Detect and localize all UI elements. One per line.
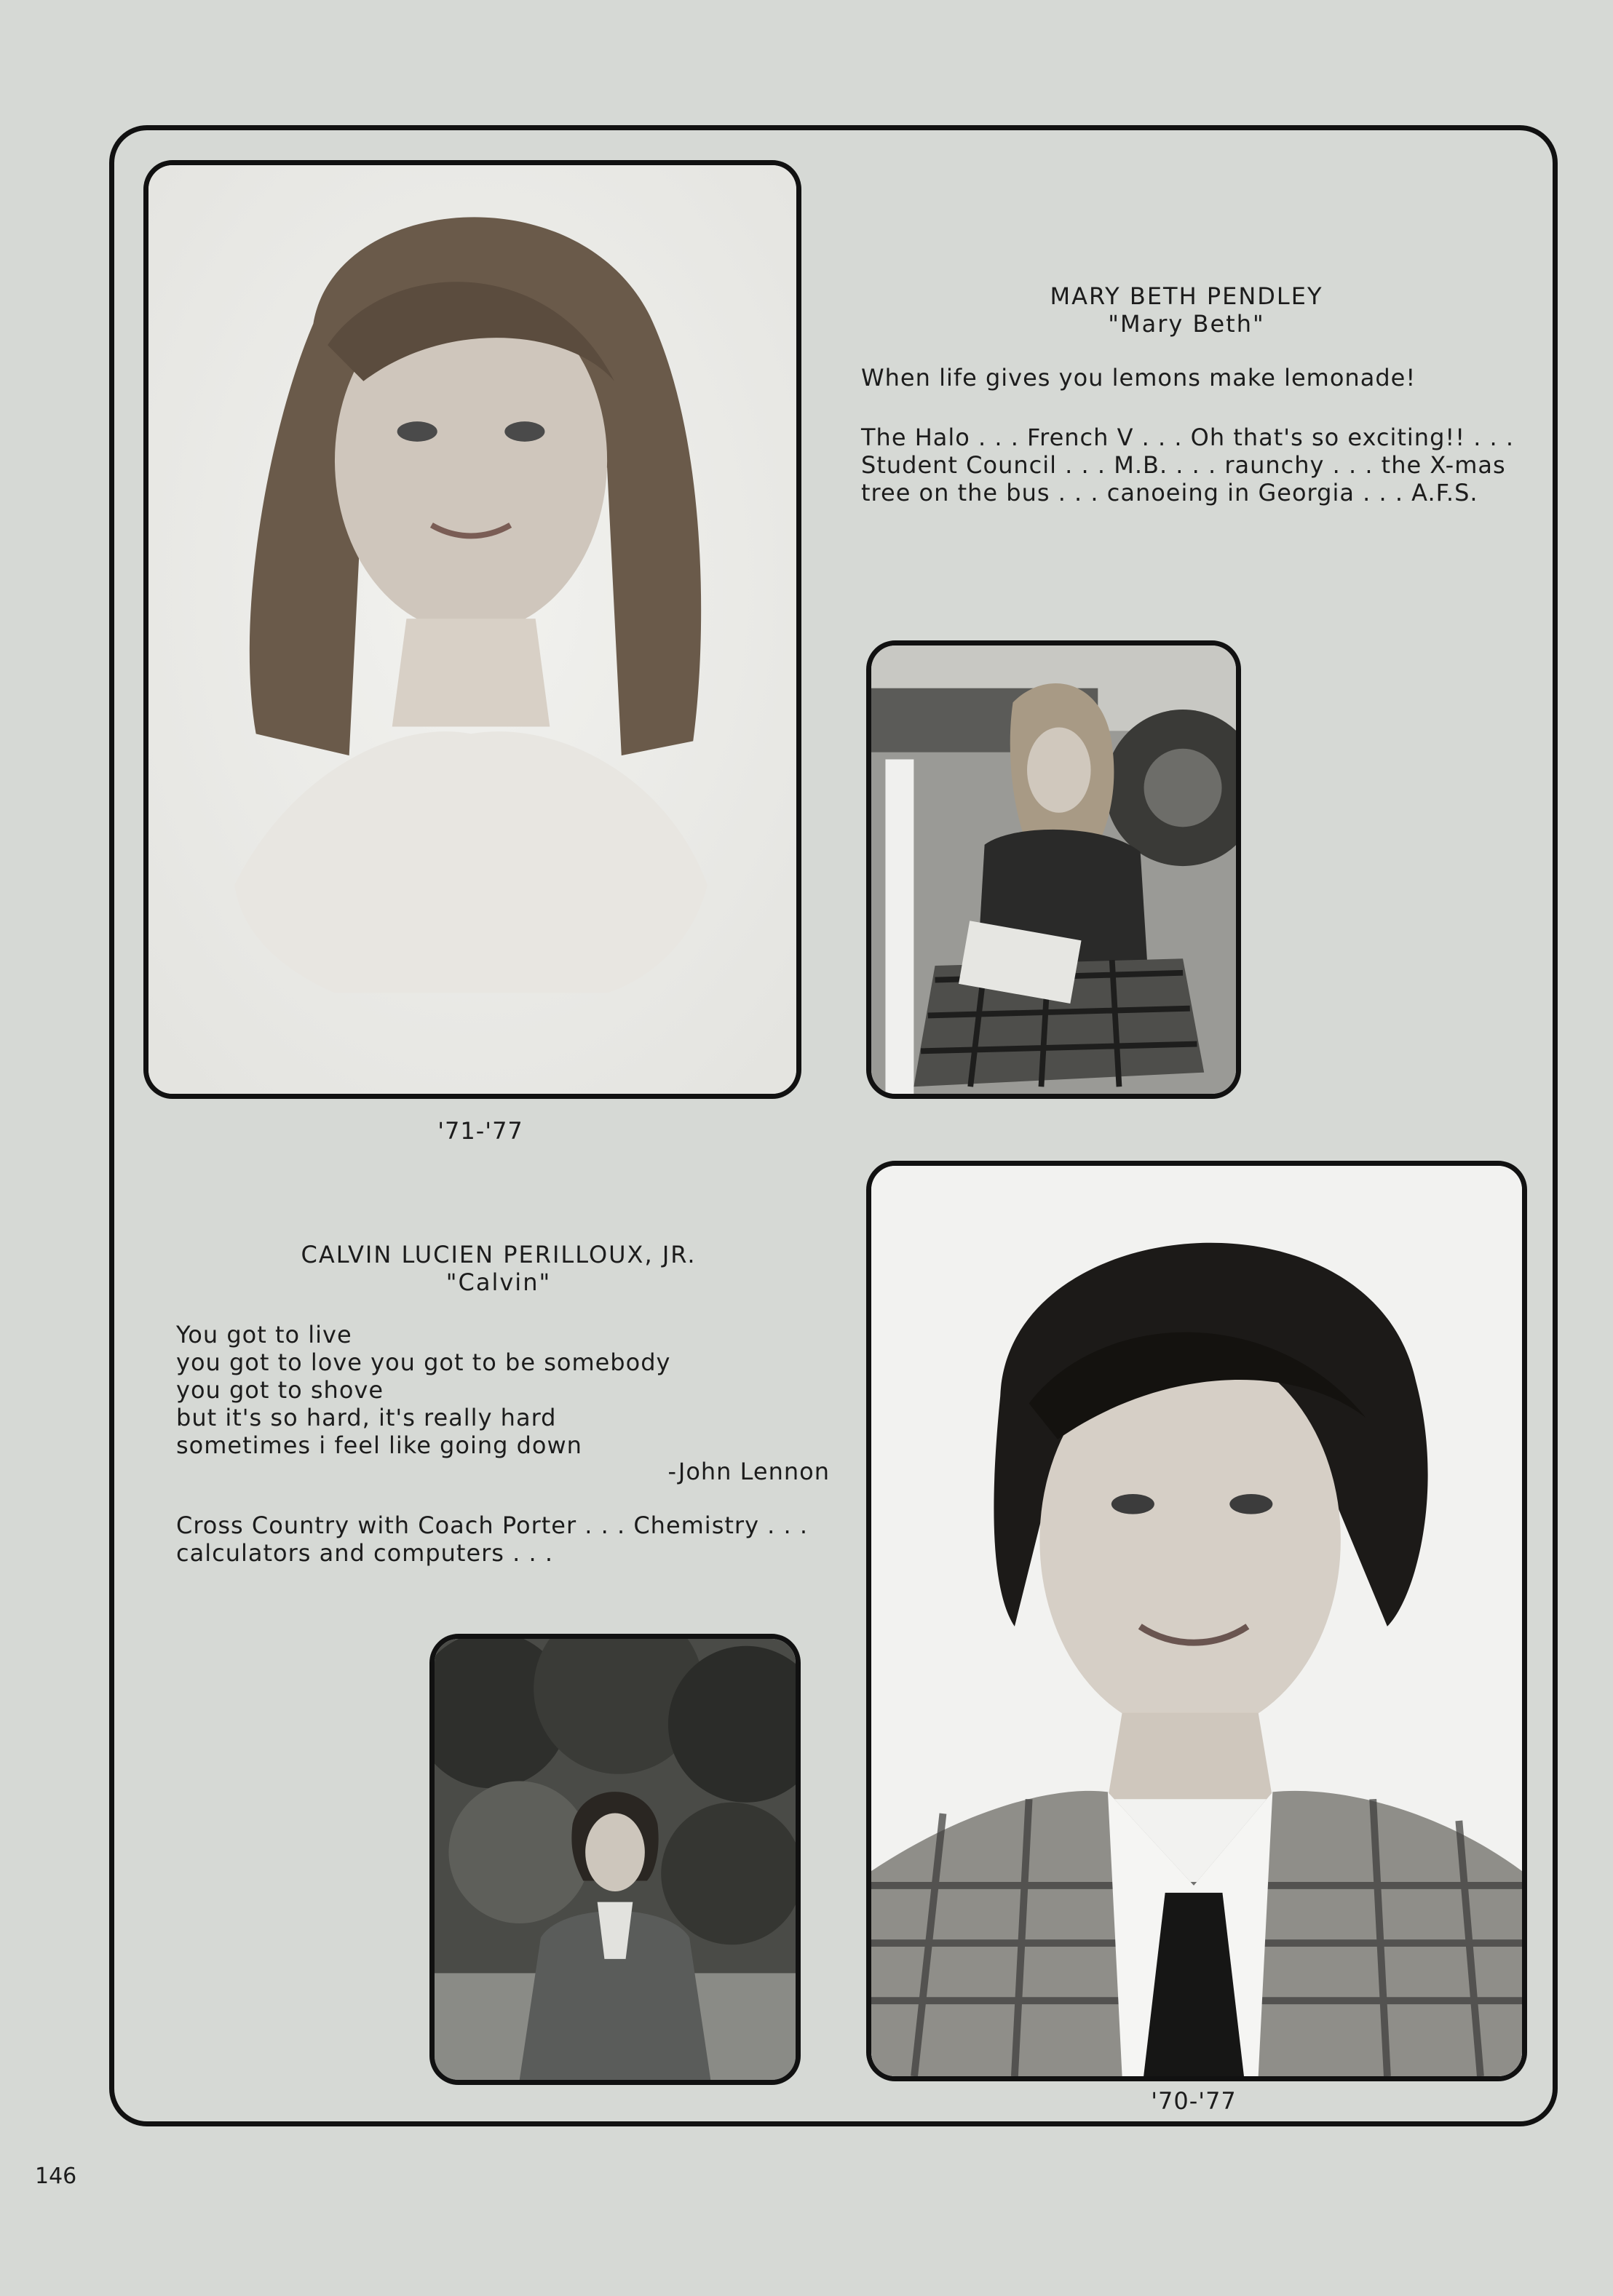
calvin-poem xyxy=(176,1321,831,1459)
mary-beth-quote: When life gives you lemons make lemonade! xyxy=(861,364,1416,392)
page-number: 146 xyxy=(35,2164,77,2189)
poem-line: but it's so hard, it's really hard xyxy=(176,1404,557,1431)
poem-line: sometimes i feel like going down xyxy=(176,1431,582,1459)
mary-beth-nickname: "Mary Beth" xyxy=(1108,310,1265,338)
calvin-portrait-photo xyxy=(866,1161,1527,2081)
mary-beth-name: MARY BETH PENDLEY xyxy=(1050,282,1323,310)
mary-beth-years: '71-'77 xyxy=(437,1117,523,1145)
calvin-nickname: "Calvin" xyxy=(445,1268,552,1296)
mary-beth-candid-photo xyxy=(866,640,1241,1099)
calvin-candid-photo xyxy=(429,1634,801,2085)
mary-beth-portrait-photo xyxy=(143,160,801,1099)
poem-line: You got to live xyxy=(176,1321,352,1348)
poem-line: you got to love you got to be somebody xyxy=(176,1348,671,1376)
poem-attribution: -John Lennon xyxy=(667,1458,830,1485)
mary-beth-activities: The Halo . . . French V . . . Oh that's so exciting!! . . . Student Council . . . M.B. . . . raunchy . . . the X-mas tree on the bus . . . canoeing in Georgia . . . A.F.S. xyxy=(861,424,1515,507)
calvin-years: '70-'77 xyxy=(1151,2087,1237,2115)
calvin-activities: Cross Country with Coach Porter . . . Chemistry . . . calculators and computers . . . xyxy=(176,1512,809,1567)
calvin-name: CALVIN LUCIEN PERILLOUX, JR. xyxy=(301,1241,697,1268)
poem-line: you got to shove xyxy=(176,1376,384,1404)
